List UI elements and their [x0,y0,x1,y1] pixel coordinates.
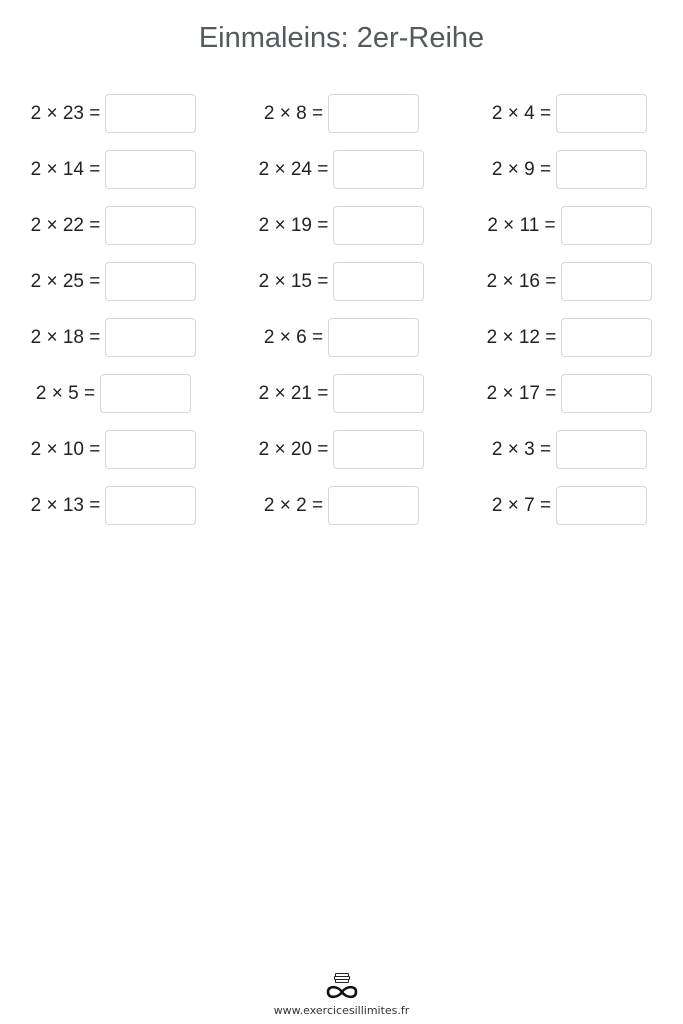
exercise-item [228,93,455,134]
answer-input[interactable] [100,374,191,413]
exercise-row [0,429,683,485]
exercise-item [0,149,227,190]
exercise-grid [0,93,683,541]
exercise-expression: 2 × 2 = [263,494,324,516]
exercise-expression: 2 × 16 = [486,270,557,292]
exercise-row [0,317,683,373]
exercise-item [228,373,455,414]
exercise-expression: 2 × 13 = [30,494,101,516]
answer-input[interactable] [556,430,647,469]
answer-input[interactable] [105,206,196,245]
exercise-expression: 2 × 8 = [263,102,324,124]
exercise-expression: 2 × 23 = [30,102,101,124]
exercise-expression: 2 × 9 = [491,158,552,180]
answer-input[interactable] [328,94,419,133]
exercise-expression: 2 × 11 = [487,214,556,236]
footer [0,972,683,1017]
exercise-row [0,485,683,541]
exercise-item [228,149,455,190]
exercise-item [228,261,455,302]
answer-input[interactable] [328,486,419,525]
exercise-item [0,485,227,526]
answer-input[interactable] [105,94,196,133]
exercise-expression: 2 × 24 = [258,158,329,180]
answer-input[interactable] [105,262,196,301]
answer-input[interactable] [333,150,424,189]
infinity-books-icon [325,972,359,1000]
exercise-item [0,373,227,414]
exercise-expression: 2 × 6 = [263,326,324,348]
exercise-item [456,205,683,246]
answer-input[interactable] [556,94,647,133]
answer-input[interactable] [333,262,424,301]
exercise-row [0,93,683,149]
exercise-expression: 2 × 20 = [258,438,329,460]
exercise-expression: 2 × 7 = [491,494,552,516]
exercise-item [456,485,683,526]
exercise-item [456,429,683,470]
exercise-expression: 2 × 10 = [30,438,101,460]
exercise-item [0,317,227,358]
answer-input[interactable] [328,318,419,357]
answer-input[interactable] [105,318,196,357]
exercise-item [456,93,683,134]
exercise-expression: 2 × 5 = [35,382,96,404]
exercise-row [0,205,683,261]
answer-input[interactable] [556,150,647,189]
page-title: Einmaleins: 2er-Reihe [198,22,485,54]
exercise-expression: 2 × 21 = [258,382,329,404]
exercise-item [228,485,455,526]
answer-input[interactable] [561,374,652,413]
exercise-item [0,93,227,134]
answer-input[interactable] [333,430,424,469]
exercise-item [456,261,683,302]
exercise-expression: 2 × 14 = [30,158,101,180]
exercise-item [228,429,455,470]
exercise-row [0,373,683,429]
site-url: www.exercicesillimites.fr [273,1004,410,1017]
exercise-expression: 2 × 18 = [30,326,101,348]
exercise-expression: 2 × 22 = [30,214,101,236]
answer-input[interactable] [105,150,196,189]
exercise-expression: 2 × 17 = [486,382,557,404]
exercise-item [228,317,455,358]
exercise-item [456,373,683,414]
exercise-row [0,261,683,317]
exercise-expression: 2 × 4 = [491,102,552,124]
exercise-item [456,317,683,358]
exercise-item [0,261,227,302]
answer-input[interactable] [556,486,647,525]
answer-input[interactable] [333,374,424,413]
exercise-item [0,429,227,470]
answer-input[interactable] [105,430,196,469]
exercise-item [228,205,455,246]
exercise-expression: 2 × 15 = [258,270,329,292]
answer-input[interactable] [561,262,652,301]
exercise-item [456,149,683,190]
answer-input[interactable] [105,486,196,525]
exercise-item [0,205,227,246]
exercise-expression: 2 × 12 = [486,326,557,348]
exercise-expression: 2 × 19 = [258,214,329,236]
answer-input[interactable] [561,206,652,245]
exercise-expression: 2 × 3 = [491,438,552,460]
answer-input[interactable] [561,318,652,357]
exercise-expression: 2 × 25 = [30,270,101,292]
answer-input[interactable] [333,206,424,245]
exercise-row [0,149,683,205]
